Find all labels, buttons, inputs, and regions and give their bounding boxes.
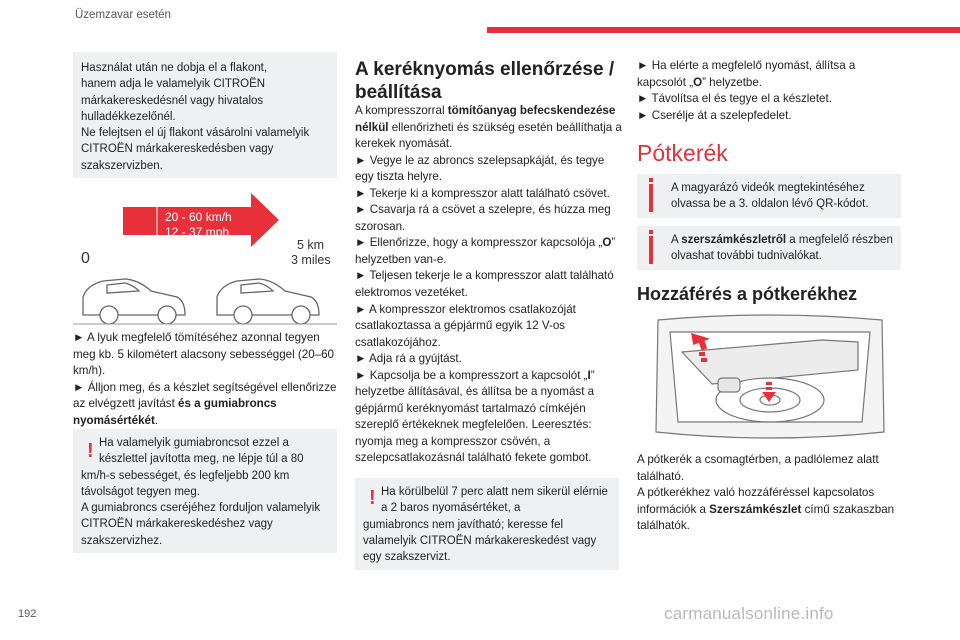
step: ► Ha elérte a megfelelő nyomást, állítsa a kapcsolót „O” helyzetbe. — [637, 59, 856, 89]
step: ► Csavarja rá a csövet a szelepre, és húzza meg szorosan. — [355, 203, 611, 233]
warning-icon: ! — [87, 440, 94, 462]
warning-text: km/h-s sebességet, és legfeljebb 200 km távolságot tegyen meg. — [81, 469, 290, 498]
warning-text: Ha körülbelül 7 perc alatt nem sikerül elérnie a 2 baros nyomásértéket, a — [381, 486, 608, 515]
info-icon-bar — [649, 184, 653, 212]
access-heading: Hozzáférés a pótkerékhez — [637, 284, 858, 304]
step: ► Távolítsa el és tegye el a készletet. — [637, 92, 832, 106]
paragraph: A pótkerékhez való hozzáféréssel kapcsolatos információk a Szerszámkészlet című szakaszban találhatók. — [637, 486, 895, 533]
disposal-note — [73, 52, 337, 178]
paragraph: ► A lyuk megfelelő tömítéséhez azonnal tegyen meg kb. 5 kilométert alacsony sebességgel (20–60 km/h). — [73, 331, 335, 378]
section-title: Üzemzavar esetén — [75, 9, 171, 21]
note-line: Használat után ne dobja el a flakont, — [81, 62, 268, 74]
repair-instructions — [73, 330, 341, 430]
paragraph: ► Álljon meg, és a készlet segítségével ellenőrizze az elvégzett javítást és a gumiabroncs nyomásértékét. — [73, 380, 337, 427]
info-text: A magyarázó videók megtekintéséhez olvassa be a 3. oldalon lévő QR-kódot. — [671, 182, 869, 211]
section-heading: A keréknyomás ellenőrzése / beállítása — [355, 59, 615, 103]
note-line: szakszervizben. — [81, 159, 163, 172]
step: ► A kompresszor elektromos csatlakozóját csatlakoztassa a gépjármű egyik 12 V-os csatlakozójához. — [355, 302, 576, 349]
distance-miles-label: 3 miles — [291, 253, 331, 267]
speed-mph-label: 12 - 37 mph — [165, 225, 230, 239]
toolkit-info-box — [637, 226, 901, 270]
step: ► Tekerje ki a kompresszor alatt található csövet. — [355, 186, 610, 200]
distance-km-label: 5 km — [297, 238, 325, 252]
note-line: CITROËN márkakereskedésben vagy — [81, 143, 274, 156]
warning-icon: ! — [369, 487, 376, 509]
step: ► Adja rá a gyújtást. — [355, 352, 462, 366]
note-line: hanem adja le valamelyik CITROËN — [81, 78, 266, 91]
page-number: 192 — [18, 608, 37, 620]
final-steps — [637, 58, 905, 124]
note-line: márkakereskedésnél vagy hivatalos — [81, 94, 264, 107]
paragraph: A pótkerék a csomagtérben, a padlólemez alatt található. — [637, 453, 879, 483]
info-text: A szerszámkészletről a megfelelő részben olvashat további tudnivalókat. — [671, 234, 893, 263]
note-line: hulladékkezelőnél. — [81, 110, 176, 123]
warning-text: A gumiabroncs cseréjéhez forduljon valamelyik CITROËN márkakereskedéshez vagy szakszervizhez. — [81, 502, 321, 547]
info-icon — [649, 230, 653, 234]
spare-wheel-heading: Pótkerék — [637, 140, 728, 166]
start-label: 0 — [81, 250, 90, 267]
spare-wheel-location-text — [637, 452, 905, 535]
car-end — [217, 279, 319, 324]
paragraph: A kompresszorral tömítőanyag befecskendezése nélkül ellenőrizheti és szükség esetén beállíthatja a kerekek nyomását. — [355, 104, 622, 151]
step: ► Cserélje át a szelepfedelet. — [637, 108, 792, 122]
car-start — [83, 279, 185, 324]
header-accent-bar — [487, 27, 960, 33]
trunk-spare-wheel-figure — [652, 312, 888, 444]
warning-text: Ha valamelyik gumiabroncsot ezzel a készlettel javította meg, ne lépje túl a 80 — [99, 437, 304, 466]
qr-info-box — [637, 174, 901, 218]
step: ► Ellenőrizze, hogy a kompresszor kapcsolója „O” helyzetben van-e. — [355, 236, 616, 266]
info-icon — [649, 178, 653, 182]
speed-distance-figure — [73, 193, 337, 325]
step: ► Vegye le az abroncs szelepsapkáját, és tegye egy tiszta helyre. — [355, 153, 605, 184]
pressure-warning — [355, 478, 619, 570]
step: ► Kapcsolja be a kompresszort a kapcsolót „I” helyzetbe állításával, és állítsa be a nyomást a gépjármű keréknyomást tartalmazó címkéjén szereplő értékeknek megfelelően. Leeresztés: nyomja meg a kompresszor csövén, a szelepcsatlakozásnál található fekete gombot. — [355, 368, 595, 465]
speed-kmh-label: 20 - 60 km/h — [165, 210, 232, 224]
step: ► Teljesen tekerje le a kompresszor alatt található elektromos vezetéket. — [355, 269, 614, 300]
warning-text: gumiabroncs nem javítható; keresse fel valamelyik CITROËN márkakereskedést vagy egy szakszervizt. — [363, 518, 597, 564]
pressure-instructions — [355, 103, 623, 467]
watermark: carmanualsonline.info — [664, 604, 834, 623]
info-icon-bar — [649, 236, 653, 264]
note-line: Ne felejtsen el új flakont vásárolni valamelyik — [81, 127, 310, 140]
speed-limit-warning — [73, 429, 337, 553]
